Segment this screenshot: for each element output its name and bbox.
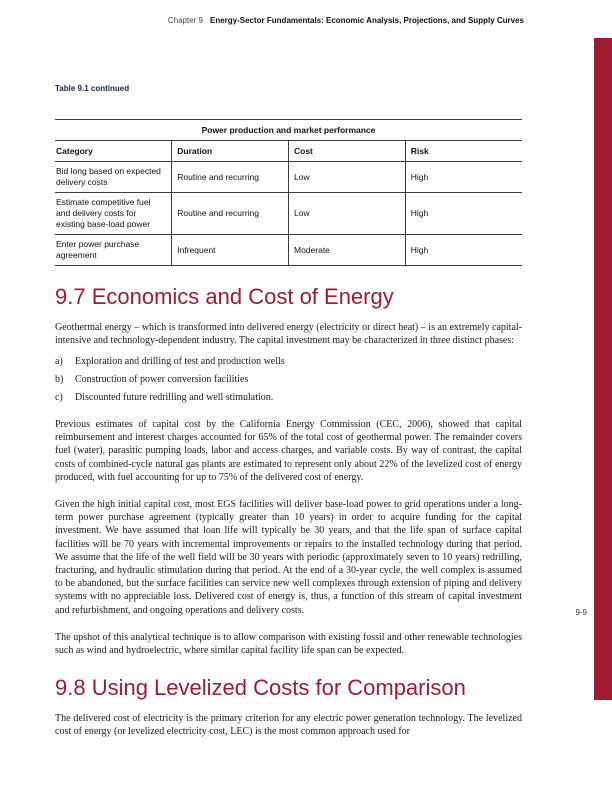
cell-risk: High xyxy=(405,235,522,266)
col-header-category: Category xyxy=(55,141,172,162)
cell-cost: Moderate xyxy=(289,235,406,266)
table-row xyxy=(55,235,522,266)
cell-category: Estimate competitive fuel and delivery costs for existing base-load power xyxy=(55,193,172,235)
cell-risk: High xyxy=(405,162,522,193)
list-item xyxy=(55,391,522,404)
paragraph: The delivered cost of electricity is the primary criterion for any electric power generation technology. The levelized cost of energy (or levelized electricity cost, LEC) is the most common approach used for xyxy=(55,713,522,738)
chapter-title: Energy-Sector Fundamentals: Economic Analysis, Projections, and Supply Curves xyxy=(209,16,524,25)
table-header-row xyxy=(55,141,522,162)
page-number: 9-9 xyxy=(575,608,587,617)
cell-category: Bid long based on expected delivery costs xyxy=(55,162,172,193)
col-header-risk: Risk xyxy=(405,141,522,162)
table-row xyxy=(55,162,522,193)
running-header xyxy=(55,16,524,26)
paragraph: Previous estimates of capital cost by the California Energy Commission (CEC, 2006), showed that capital reimbursement and interest charges accounted for 65% of the total cost of geothermal power. The remainder covers fuel (water), parasitic pumping loads, labor and access charges, and variable costs. By way of contrast, the capital costs of combined-cycle natural gas plants are estimated to represent only about 22% of the levelized cost of energy produced, with fuel accounting for up to 75% of the delivered cost of energy. xyxy=(55,419,522,483)
power-production-table xyxy=(55,119,522,266)
cell-duration: Infrequent xyxy=(172,235,289,266)
col-header-cost: Cost xyxy=(289,141,406,162)
cell-category: Enter power purchase agreement xyxy=(55,235,172,266)
list-text: Construction of power conversion facilities xyxy=(75,374,249,386)
paragraph: Geothermal energy – which is transformed into delivered energy (electricity or direct heat) – is an extremely capital-intensive and technology-dependent industry. The capital investment may be characterized in three distinct phases: xyxy=(55,322,522,347)
list-marker: b) xyxy=(55,374,64,386)
cell-duration: Routine and recurring xyxy=(172,162,289,193)
list-text: Exploration and drilling of test and production wells xyxy=(75,356,285,368)
list-item xyxy=(55,373,522,386)
list-text: Discounted future redrilling and well stimulation. xyxy=(75,391,274,403)
list-item xyxy=(55,355,522,368)
table-row xyxy=(55,193,522,235)
phase-list xyxy=(55,355,522,404)
col-header-duration: Duration xyxy=(172,141,289,162)
paragraph: The upshot of this analytical technique is to allow comparison with existing fossil and other renewable technologies such as wind and hydroelectric, where similar capital facility life span can be expected. xyxy=(55,631,522,657)
chapter-label: Chapter 9 xyxy=(167,16,203,25)
cell-risk: High xyxy=(405,193,522,235)
table-title: Power production and market performance xyxy=(55,120,522,141)
section-9-7-heading: 9.7 Economics and Cost of Energy xyxy=(55,284,394,309)
table-title-row xyxy=(55,120,522,141)
list-marker: c) xyxy=(55,391,63,403)
paragraph: Given the high initial capital cost, most EGS facilities will deliver base-load power to grid operations under a long-term power purchase agreement (typically greater than 10 years) in order to acquire funding for the capital investment. We have assumed that loan life will typically be 30 years, and that the life span of surface capital facilities will be 70 years with incremental improvements or repairs to the installed technology during that period. We assume that the life of the well field will be 30 years with periodic (approximately seven to 10 years) redrilling, fracturing, and hydraulic stimulation during that period. At the end of a 30-year cycle, the well complex is assumed to be abandoned, but the surface facilities can service new well complexes through extension of piping and delivery systems with no appreciable loss. Delivered cost of energy is, thus, a function of this stream of capital investment and refurbishment, and ongoing operations and delivery costs. xyxy=(55,499,522,616)
chapter-side-tab xyxy=(594,38,612,700)
list-marker: a) xyxy=(55,356,63,368)
page-content xyxy=(55,84,522,739)
section-9-8-heading: 9.8 Using Levelized Costs for Comparison xyxy=(55,675,466,701)
cell-duration: Routine and recurring xyxy=(172,193,289,235)
cell-cost: Low xyxy=(289,162,406,193)
table-continued-label: Table 9.1 continued xyxy=(55,84,130,93)
cell-cost: Low xyxy=(289,193,406,235)
